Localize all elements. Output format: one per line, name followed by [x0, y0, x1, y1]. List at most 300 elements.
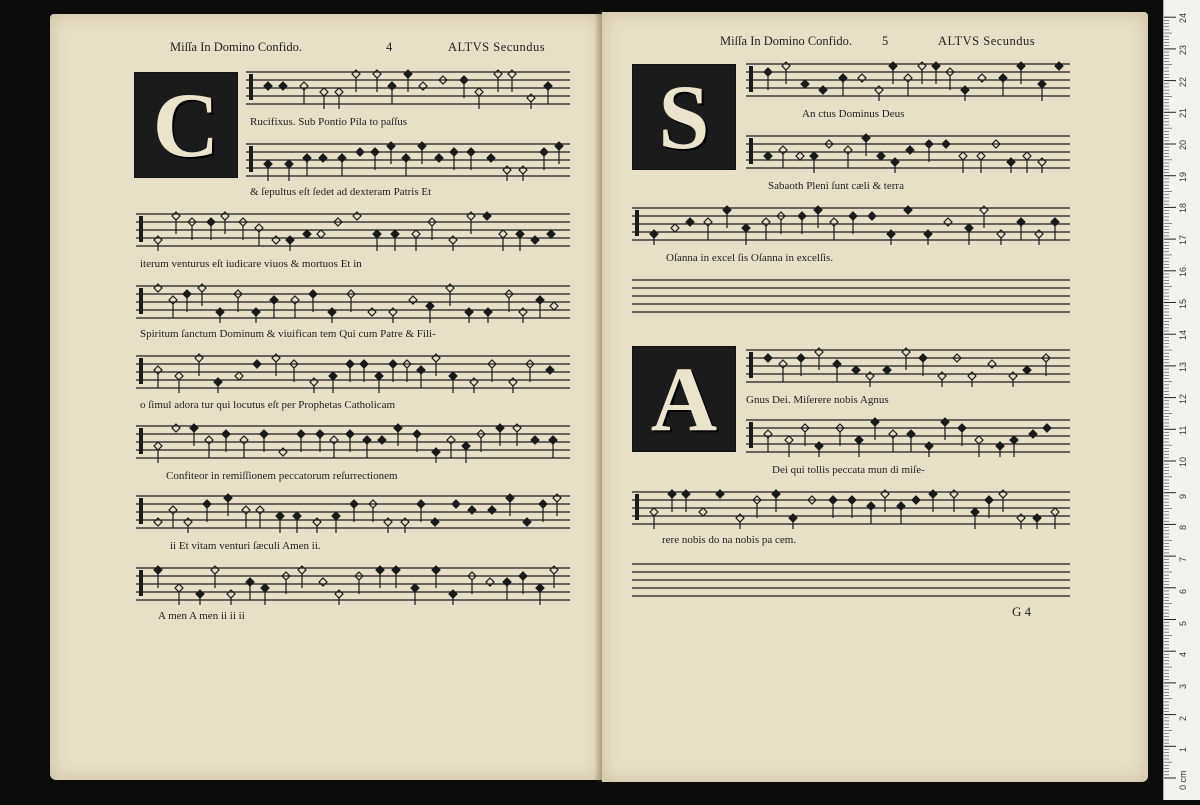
lyric-line: Spiritum ſanctum Dominum & viuifican tem Qui cum Patre & Fili-: [140, 328, 436, 340]
lyric-line: Sabaoth Pleni ſunt cæli & terra: [768, 180, 904, 192]
right-page-number: 5: [882, 34, 889, 48]
right-staff-2: [746, 130, 1070, 174]
note-head: [227, 590, 235, 598]
note-head: [388, 82, 396, 90]
note-head: [404, 70, 412, 78]
note-head: [531, 436, 539, 444]
note-head: [858, 74, 866, 82]
note-head: [402, 154, 410, 162]
note-head: [376, 566, 384, 574]
ruler-number: 23: [1178, 44, 1188, 55]
note-head: [904, 206, 912, 214]
note-head: [764, 68, 772, 76]
ruler-number: 11: [1178, 425, 1188, 436]
note-head: [699, 508, 707, 516]
note-head: [175, 372, 183, 380]
note-head: [1038, 80, 1046, 88]
note-head: [346, 360, 354, 368]
note-head: [224, 494, 232, 502]
lyric-line: o ſimul adora tur qui locutus eſt per Prophetas Catholicam: [140, 399, 396, 411]
note-head: [509, 378, 517, 386]
note-head: [958, 424, 966, 432]
right-staff-5: [746, 344, 1070, 388]
note-head: [519, 308, 527, 316]
ruler-number: 17: [1178, 235, 1188, 246]
note-head: [704, 218, 712, 226]
note-head: [668, 490, 676, 498]
ruler-number: 4: [1178, 652, 1188, 658]
note-head: [852, 366, 860, 374]
note-head: [465, 308, 473, 316]
note-head: [550, 566, 558, 574]
note-head: [815, 442, 823, 450]
staff-lines: [136, 208, 570, 252]
note-head: [432, 354, 440, 362]
note-head: [300, 82, 308, 90]
note-head: [389, 360, 397, 368]
note-head: [328, 308, 336, 316]
right-page: [602, 12, 1148, 782]
note-head: [279, 82, 287, 90]
note-head: [154, 566, 162, 574]
note-head: [881, 490, 889, 498]
ruler-number: 5: [1178, 620, 1188, 626]
note-head: [912, 496, 920, 504]
note-head: [298, 566, 306, 574]
note-head: [487, 154, 495, 162]
staff-lines: [246, 138, 570, 182]
note-head: [1017, 514, 1025, 522]
note-head: [285, 160, 293, 168]
note-head: [764, 152, 772, 160]
note-head: [959, 152, 967, 160]
note-head: [941, 418, 949, 426]
note-head: [246, 578, 254, 586]
note-head: [897, 502, 905, 510]
left-staff-8: [136, 562, 570, 606]
note-head: [175, 584, 183, 592]
note-head: [833, 360, 841, 368]
clef-mark: [749, 66, 753, 92]
note-head: [356, 148, 364, 156]
note-head: [849, 212, 857, 220]
lyric-line: An ctus Dominus Deus: [802, 108, 905, 120]
note-head: [484, 308, 492, 316]
note-head: [650, 230, 658, 238]
note-head: [373, 230, 381, 238]
initial-letter: S: [658, 66, 710, 168]
left-header-title: Miſſa In Domino Confido.: [170, 40, 302, 54]
note-head: [260, 430, 268, 438]
clef-mark: [749, 138, 753, 164]
note-head: [452, 500, 460, 508]
note-head: [506, 494, 514, 502]
note-head: [488, 506, 496, 514]
note-head: [975, 436, 983, 444]
note-head: [924, 230, 932, 238]
left-page-number: 4: [386, 40, 393, 54]
note-head: [252, 308, 260, 316]
note-head: [762, 218, 770, 226]
lyric-line: A men A men ii ii ii: [158, 610, 245, 622]
note-head: [536, 296, 544, 304]
note-head: [432, 448, 440, 456]
note-head: [373, 70, 381, 78]
note-head: [216, 308, 224, 316]
note-head: [418, 142, 426, 150]
note-head: [1009, 372, 1017, 380]
note-head: [409, 296, 417, 304]
note-head: [293, 512, 301, 520]
note-head: [190, 424, 198, 432]
decorated-initial-s: [632, 64, 736, 170]
lyric-line: & ſepultus eſt ſedet ad dexteram Patris Et: [250, 186, 432, 198]
decorated-initial-a: [632, 346, 736, 452]
note-head: [516, 230, 524, 238]
note-head: [867, 502, 875, 510]
left-staff-3: [136, 208, 570, 252]
note-head: [375, 372, 383, 380]
note-head: [997, 230, 1005, 238]
note-head: [650, 508, 658, 516]
right-staff-1: [746, 58, 1070, 102]
note-head: [968, 372, 976, 380]
note-head: [297, 430, 305, 438]
lyric-line: Dei qui tollis peccata mun di miſe-: [772, 464, 925, 476]
note-head: [338, 154, 346, 162]
staff-lines: [246, 66, 570, 110]
clef-mark: [249, 146, 253, 172]
note-head: [1017, 62, 1025, 70]
note-head: [925, 442, 933, 450]
measuring-ruler: [1163, 0, 1200, 800]
note-head: [764, 430, 772, 438]
right-staff-8-empty: [632, 558, 1070, 602]
note-head: [417, 366, 425, 374]
clef-mark: [635, 210, 639, 236]
lyric-line: iterum venturus eſt iudicare viuos & mortuos Et in: [140, 258, 362, 270]
clef-mark: [249, 74, 253, 100]
note-head: [1038, 158, 1046, 166]
note-head: [877, 152, 885, 160]
note-head: [904, 74, 912, 82]
note-head: [875, 86, 883, 94]
note-head: [371, 148, 379, 156]
note-head: [871, 418, 879, 426]
note-head: [195, 354, 203, 362]
note-head: [1051, 508, 1059, 516]
note-head: [519, 572, 527, 580]
left-staff-2: [246, 138, 570, 182]
note-head: [494, 70, 502, 78]
note-head: [798, 212, 806, 220]
note-head: [779, 360, 787, 368]
note-head: [264, 160, 272, 168]
note-head: [527, 94, 535, 102]
note-head: [764, 354, 772, 362]
note-head: [1017, 218, 1025, 226]
ruler-number: 19: [1178, 171, 1188, 182]
initial-letter: A: [650, 348, 718, 450]
right-staff-6: [746, 414, 1070, 458]
note-head: [270, 296, 278, 304]
note-head: [389, 308, 397, 316]
note-head: [431, 518, 439, 526]
note-head: [205, 436, 213, 444]
note-head: [797, 354, 805, 362]
ruler-number: 24: [1178, 13, 1188, 24]
note-head: [350, 500, 358, 508]
note-head: [360, 360, 368, 368]
note-head: [988, 360, 996, 368]
ruler-number: 9: [1178, 493, 1188, 499]
note-head: [346, 430, 354, 438]
lyric-line: rere nobis do na nobis pa cem.: [662, 534, 797, 546]
note-head: [483, 212, 491, 220]
note-head: [172, 424, 180, 432]
note-head: [417, 500, 425, 508]
left-voice-label: ALTVS Secundus: [448, 40, 546, 54]
note-head: [716, 490, 724, 498]
note-head: [378, 436, 386, 444]
note-head: [240, 436, 248, 444]
right-staff-7: [632, 486, 1070, 530]
note-head: [1023, 152, 1031, 160]
clef-mark: [139, 570, 143, 596]
note-head: [256, 506, 264, 514]
ruler-number: 14: [1178, 330, 1188, 341]
note-head: [1033, 514, 1041, 522]
clef-mark: [139, 358, 143, 384]
note-head: [918, 62, 926, 70]
left-staff-6: [136, 420, 570, 464]
note-head: [906, 146, 914, 154]
ruler-number: 8: [1178, 525, 1188, 531]
note-head: [789, 514, 797, 522]
note-head: [980, 206, 988, 214]
note-head: [779, 146, 787, 154]
note-head: [272, 354, 280, 362]
clef-mark: [635, 494, 639, 520]
note-head: [985, 496, 993, 504]
note-head: [919, 354, 927, 362]
left-staff-1: [246, 66, 570, 110]
lyric-line: ii Et vitam venturi ſæculi Amen ii.: [170, 540, 321, 552]
note-head: [830, 218, 838, 226]
note-head: [1010, 436, 1018, 444]
note-head: [169, 506, 177, 514]
note-head: [449, 590, 457, 598]
note-head: [546, 366, 554, 374]
note-head: [235, 372, 243, 380]
note-head: [411, 584, 419, 592]
note-head: [961, 86, 969, 94]
note-head: [392, 566, 400, 574]
note-head: [313, 518, 321, 526]
note-head: [214, 378, 222, 386]
ruler-number: 16: [1178, 266, 1188, 277]
note-head: [279, 448, 287, 456]
note-head: [503, 166, 511, 174]
note-head: [470, 378, 478, 386]
note-head: [810, 152, 818, 160]
note-head: [519, 166, 527, 174]
note-head: [866, 372, 874, 380]
decorated-initial-c: [134, 72, 238, 178]
note-head: [938, 372, 946, 380]
clef-mark: [139, 498, 143, 524]
note-head: [198, 284, 206, 292]
clef-mark: [749, 352, 753, 378]
note-head: [172, 212, 180, 220]
note-head: [435, 154, 443, 162]
note-head: [211, 566, 219, 574]
note-head: [686, 218, 694, 226]
note-head: [682, 490, 690, 498]
note-head: [531, 236, 539, 244]
ruler-number: 21: [1178, 108, 1188, 119]
note-head: [844, 146, 852, 154]
note-head: [544, 82, 552, 90]
note-head: [671, 224, 679, 232]
note-head: [496, 424, 504, 432]
note-head: [207, 218, 215, 226]
note-head: [999, 490, 1007, 498]
note-head: [432, 566, 440, 574]
note-head: [272, 236, 280, 244]
note-head: [536, 584, 544, 592]
note-head: [319, 578, 327, 586]
note-head: [460, 76, 468, 84]
initial-letter: C: [152, 74, 220, 176]
note-head: [1051, 218, 1059, 226]
right-staff-4-empty: [632, 274, 1070, 318]
note-head: [419, 82, 427, 90]
note-head: [815, 348, 823, 356]
note-head: [264, 82, 272, 90]
note-head: [855, 436, 863, 444]
note-head: [796, 152, 804, 160]
note-head: [848, 496, 856, 504]
ruler-number: 10: [1178, 456, 1188, 467]
note-head: [965, 224, 973, 232]
note-head: [785, 436, 793, 444]
left-page: [50, 14, 602, 780]
note-head: [449, 372, 457, 380]
note-head: [467, 148, 475, 156]
note-head: [363, 436, 371, 444]
note-head: [862, 134, 870, 142]
note-head: [925, 140, 933, 148]
note-head: [977, 152, 985, 160]
staff-lines: [632, 274, 1070, 318]
note-head: [286, 236, 294, 244]
note-head: [996, 442, 1004, 450]
note-head: [868, 212, 876, 220]
staff-lines: [632, 486, 1070, 530]
note-head: [353, 212, 361, 220]
note-head: [475, 88, 483, 96]
lyric-line: Gnus Dei. Miſerere nobis Agnus: [746, 394, 889, 406]
note-head: [907, 430, 915, 438]
note-head: [303, 230, 311, 238]
note-head: [352, 70, 360, 78]
note-head: [839, 74, 847, 82]
note-head: [320, 88, 328, 96]
note-head: [902, 348, 910, 356]
note-head: [154, 284, 162, 292]
staff-lines: [136, 562, 570, 606]
note-head: [889, 430, 897, 438]
note-head: [384, 518, 392, 526]
note-head: [1029, 430, 1037, 438]
signature-mark: G 4: [1012, 604, 1032, 619]
clef-mark: [139, 428, 143, 454]
left-staff-5: [136, 350, 570, 394]
ruler-number: 7: [1178, 557, 1188, 563]
note-head: [486, 578, 494, 586]
note-head: [154, 518, 162, 526]
staff-lines: [746, 130, 1070, 174]
note-head: [169, 296, 177, 304]
note-head: [368, 308, 376, 316]
right-header-title: Miſſa In Domino Confido.: [720, 34, 852, 48]
ruler-number: 18: [1178, 203, 1188, 214]
note-head: [1007, 158, 1015, 166]
note-head: [889, 62, 897, 70]
ruler-number: 6: [1178, 588, 1188, 594]
note-head: [782, 62, 790, 70]
note-head: [499, 230, 507, 238]
note-head: [309, 290, 317, 298]
note-head: [468, 506, 476, 514]
note-head: [929, 490, 937, 498]
note-head: [391, 230, 399, 238]
ruler-number: 3: [1178, 683, 1188, 689]
ruler-number: 1: [1178, 747, 1188, 753]
note-head: [154, 236, 162, 244]
ruler-number: 2: [1178, 715, 1188, 721]
note-head: [261, 584, 269, 592]
ruler-unit-label: 0 cm: [1178, 770, 1188, 790]
note-head: [196, 590, 204, 598]
note-head: [291, 296, 299, 304]
note-head: [335, 590, 343, 598]
note-head: [329, 372, 337, 380]
left-staff-4: [136, 280, 570, 324]
note-head: [891, 158, 899, 166]
note-head: [184, 518, 192, 526]
note-head: [829, 496, 837, 504]
right-staff-3: [632, 202, 1070, 246]
note-head: [154, 366, 162, 374]
note-head: [447, 436, 455, 444]
note-head: [539, 500, 547, 508]
ruler-number: 13: [1178, 361, 1188, 372]
note-head: [335, 88, 343, 96]
note-head: [316, 430, 324, 438]
note-head: [950, 490, 958, 498]
note-head: [154, 442, 162, 450]
note-head: [446, 284, 454, 292]
note-head: [450, 148, 458, 156]
note-head: [221, 212, 229, 220]
clef-mark: [749, 422, 753, 448]
note-head: [222, 430, 230, 438]
note-head: [303, 154, 311, 162]
note-head: [549, 436, 557, 444]
note-head: [819, 86, 827, 94]
